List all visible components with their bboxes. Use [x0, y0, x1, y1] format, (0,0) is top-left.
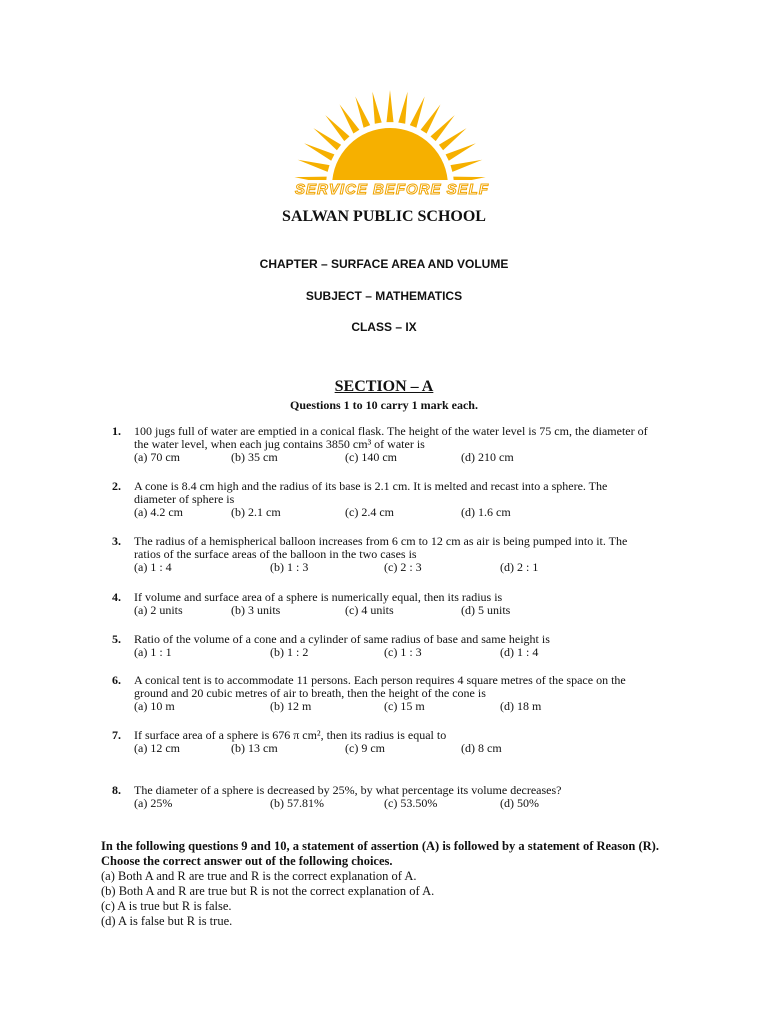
class-title: CLASS – IX [351, 320, 417, 334]
question-number: 6. [112, 673, 121, 687]
question-4 [112, 591, 652, 618]
question-text: The diameter of a sphere is decreased by 25%, by what percentage its volume decreases? [134, 783, 562, 797]
sun-ray [387, 90, 394, 122]
school-motto: SERVICE BEFORE SELF [294, 181, 490, 198]
option-d: (d) 18 m [500, 699, 542, 713]
question-text: If volume and surface area of a sphere is numerically equal, then its radius is [134, 590, 503, 604]
option-b: (b) 57.81% [270, 796, 324, 810]
subject-title: SUBJECT – MATHEMATICS [305, 289, 463, 303]
option-c: (c) 53.50% [384, 796, 438, 810]
section-title: SECTION – A [334, 378, 434, 395]
chapter-title: CHAPTER – SURFACE AREA AND VOLUME [259, 257, 509, 271]
option-b: (b) 2.1 cm [231, 505, 281, 519]
question-6 [112, 674, 652, 714]
option-d: (d) 1 : 4 [500, 645, 539, 659]
question-number: 3. [112, 534, 121, 548]
option-c: (c) 1 : 3 [384, 645, 422, 659]
option-a: (a) 4.2 cm [134, 505, 183, 519]
option-d: (d) 2 : 1 [500, 560, 539, 574]
choice-c: (c) A is true but R is false. [101, 899, 232, 913]
question-2 [112, 480, 652, 520]
question-text: Ratio of the volume of a cone and a cylinder of same radius of base and same height is [134, 632, 550, 646]
question-number: 8. [112, 783, 121, 797]
choice-a: (a) Both A and R are true and R is the correct explanation of A. [101, 869, 417, 883]
options-row [134, 451, 652, 465]
question-8 [112, 784, 652, 811]
question-text: If surface area of a sphere is 676 π cm², then its radius is equal to [134, 728, 447, 742]
sun-ray [431, 115, 455, 141]
option-d: (d) 50% [500, 796, 539, 810]
question-3 [112, 535, 652, 575]
sun-ray [439, 128, 467, 150]
option-a: (a) 25% [134, 796, 173, 810]
options-row [134, 797, 652, 811]
option-b: (b) 1 : 3 [270, 560, 309, 574]
sun-ray [298, 160, 330, 172]
option-b: (b) 35 cm [231, 450, 278, 464]
assertion-instruction: In the following questions 9 and 10, a statement of assertion (A) is followed by a statement of Reason (R). Choose the correct answer out of the following choices. [101, 839, 659, 868]
sun-ray [372, 92, 381, 124]
question-text: 100 jugs full of water are emptied in a conical flask. The height of the water level is 75 cm, the diameter of the water level, when each jug contains 3850 cm³ of water is [134, 424, 648, 451]
option-c: (c) 2.4 cm [345, 505, 394, 519]
assertion-reason-block [101, 839, 661, 929]
sun-ray [304, 143, 334, 161]
option-b: (b) 12 m [270, 699, 312, 713]
question-number: 5. [112, 632, 121, 646]
sun-ray [313, 128, 341, 150]
option-a: (a) 2 units [134, 603, 183, 617]
choice-b: (b) Both A and R are true but R is not the correct explanation of A. [101, 884, 435, 898]
options-row [134, 646, 652, 660]
option-a: (a) 10 m [134, 699, 175, 713]
question-1 [112, 425, 652, 465]
question-number: 7. [112, 728, 121, 742]
option-a: (a) 12 cm [134, 741, 180, 755]
options-row [134, 742, 652, 756]
option-c: (c) 9 cm [345, 741, 385, 755]
sun-ray [421, 104, 441, 133]
question-number: 2. [112, 479, 121, 493]
options-row [134, 506, 652, 520]
option-d: (d) 1.6 cm [461, 505, 511, 519]
option-a: (a) 1 : 4 [134, 560, 172, 574]
options-row [134, 561, 652, 575]
option-a: (a) 1 : 1 [134, 645, 172, 659]
option-b: (b) 1 : 2 [270, 645, 309, 659]
question-7 [112, 729, 652, 756]
option-c: (c) 4 units [345, 603, 394, 617]
question-5 [112, 633, 652, 660]
option-d: (d) 210 cm [461, 450, 514, 464]
options-row [134, 604, 652, 618]
sun-ray [355, 97, 370, 128]
sun-ray [410, 97, 425, 128]
option-c: (c) 2 : 3 [384, 560, 422, 574]
question-number: 1. [112, 424, 121, 438]
option-c: (c) 15 m [384, 699, 425, 713]
option-c: (c) 140 cm [345, 450, 397, 464]
sun-ray [446, 143, 476, 161]
question-text: A cone is 8.4 cm high and the radius of its base is 2.1 cm. It is melted and recast into a sphere. The diameter of sphere is [134, 479, 608, 506]
sun-ray [340, 104, 360, 133]
option-d: (d) 8 cm [461, 741, 502, 755]
question-text: The radius of a hemispherical balloon increases from 6 cm to 12 cm as air is being pumped into it. The ratios of the surface areas of the balloon in the two cases is [134, 534, 628, 561]
option-d: (d) 5 units [461, 603, 511, 617]
sun-ray [325, 115, 349, 141]
sun-ray [398, 92, 407, 124]
choice-d: (d) A is false but R is true. [101, 914, 233, 928]
sun-ray [451, 160, 483, 172]
option-b: (b) 13 cm [231, 741, 278, 755]
question-number: 4. [112, 590, 121, 604]
school-name: SALWAN PUBLIC SCHOOL [282, 208, 486, 225]
option-a: (a) 70 cm [134, 450, 180, 464]
section-subtitle: Questions 1 to 10 carry 1 mark each. [290, 398, 478, 412]
options-row [134, 700, 652, 714]
question-text: A conical tent is to accommodate 11 persons. Each person requires 4 square metres of the space on the ground and 20 cubic metres of air to breath, then the height of the cone is [134, 673, 626, 700]
option-b: (b) 3 units [231, 603, 281, 617]
